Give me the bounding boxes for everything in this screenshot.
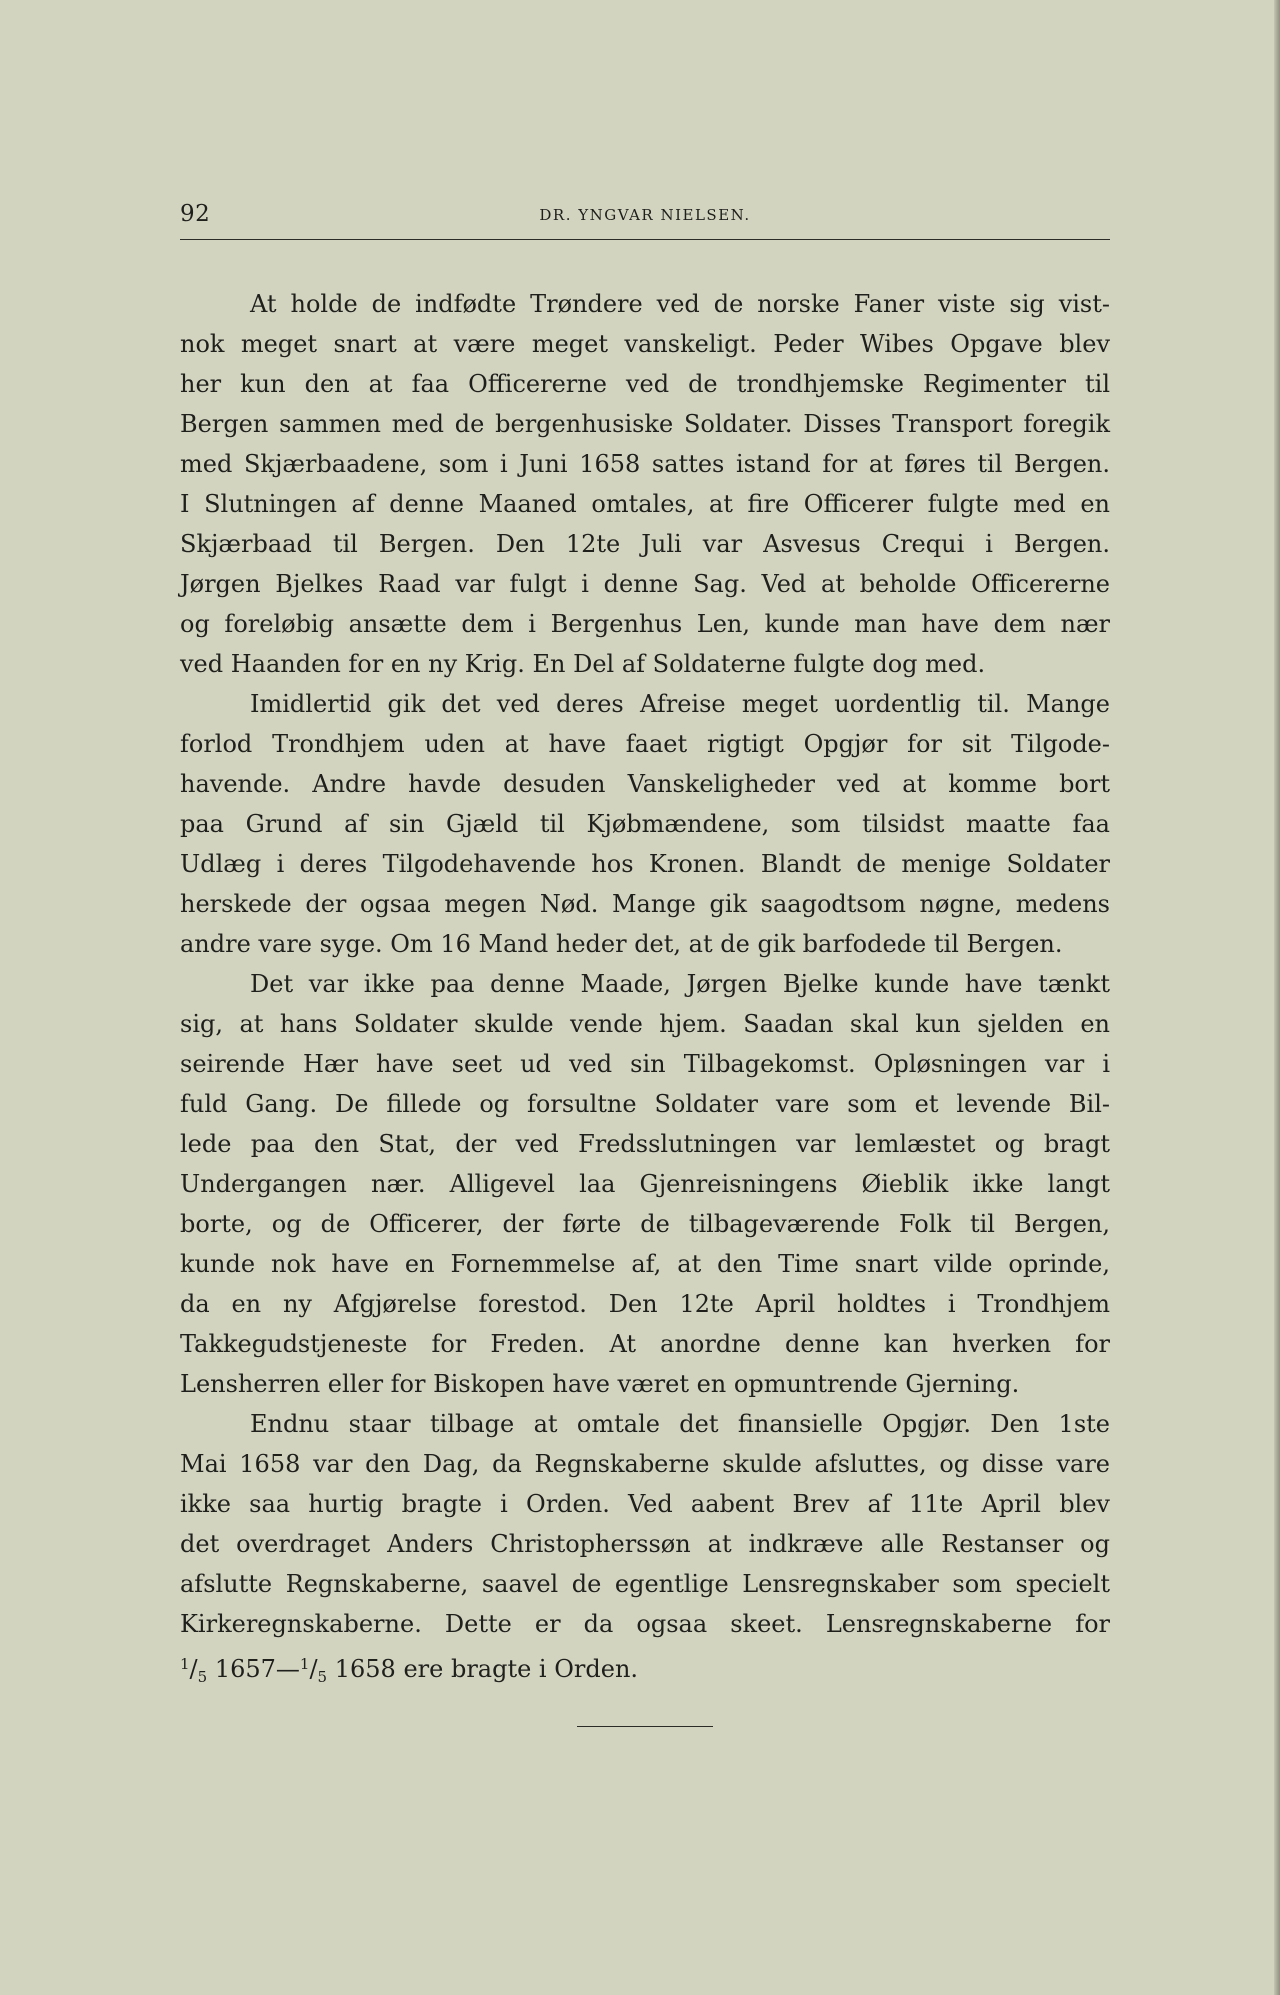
end-rule [577,1726,713,1727]
fraction-denominator: 5 [317,1668,328,1686]
text-line: Jørgen Bjelkes Raad var fulgt i denne Sag. Ved at beholde Officererne [180,570,1110,598]
text-line: ved Haanden for en ny Krig. En Del af Soldaterne fulgte dog med. [180,650,986,678]
text-line: herskede der ogsaa megen Nød. Mange gik saagodtsom nøgne, medens [180,890,1110,918]
fraction-denominator: 5 [197,1668,208,1686]
text-line: I Slutningen af denne Maaned omtales, at fire Officerer fulgte med en [180,490,1110,518]
year-range-start: 1657— [214,1655,300,1683]
text-line: fuld Gang. De fillede og forsultne Soldater vare som et levende Bil- [180,1090,1110,1118]
text-line: da en ny Afgjørelse forestod. Den 12te April holdtes i Trondhjem [180,1290,1110,1318]
text-line: Lensherren eller for Biskopen have været en opmuntrende Gjerning. [180,1370,1020,1398]
text-line: seirende Hær have seet ud ved sin Tilbagekomst. Opløsningen var i [180,1050,1110,1078]
page-header [180,201,1110,240]
text-line: borte, og de Officerer, der førte de tilbageværende Folk til Bergen, [180,1210,1110,1238]
final-line-text: 1658 ere bragte i Orden. [334,1655,639,1683]
text-line: og foreløbig ansætte dem i Bergenhus Len, kunde man have dem nær [180,610,1110,638]
text-line: andre vare syge. Om 16 Mand heder det, at de gik barfodede til Bergen. [180,930,1063,958]
running-head: DR. YNGVAR NIELSEN. [539,206,751,224]
text-line: At holde de indfødte Trøndere ved de norske Faner viste sig vist- [250,290,1110,318]
fraction-numerator: 1 [299,1655,310,1673]
text-line: kunde nok have en Fornemmelse af, at den Time snart vilde oprinde, [180,1250,1110,1278]
text-line: ikke saa hurtig bragte i Orden. Ved aabent Brev af 11te April blev [180,1490,1110,1518]
text-line: med Skjærbaadene, som i Juni 1658 sattes istand for at føres til Bergen. [180,450,1110,478]
text-line: Mai 1658 var den Dag, da Regnskaberne skulde afsluttes, og disse vare [180,1450,1110,1478]
text-line: sig, at hans Soldater skulde vende hjem. Saadan skal kun sjelden en [180,1010,1110,1038]
text-line: Udlæg i deres Tilgodehavende hos Kronen. Blandt de menige Soldater [180,850,1110,878]
text-line: afslutte Regnskaberne, saavel de egentlige Lensregnskaber som specielt [180,1570,1110,1598]
text-line-final: $^1/_5$ $1657—^1/_5$ 1658 ere bragte i Orden. [180,1655,639,1686]
text-line: Det var ikke paa denne Maade, Jørgen Bjelke kunde have tænkt [250,970,1110,998]
text-line: Bergen sammen med de bergenhusiske Soldater. Disses Transport foregik [180,410,1110,438]
text-line: Skjærbaad til Bergen. Den 12te Juli var Asvesus Crequi i Bergen. [180,530,1110,558]
text-line: Endnu staar tilbage at omtale det finansielle Opgjør. Den 1ste [250,1410,1110,1438]
text-line: forlod Trondhjem uden at have faaet rigtigt Opgjør for sit Tilgode- [180,730,1110,758]
text-line: Kirkeregnskaberne. Dette er da ogsaa skeet. Lensregnskaberne for [180,1610,1110,1638]
text-line: paa Grund af sin Gjæld til Kjøbmændene, som tilsidst maatte faa [180,810,1110,838]
text-line: Imidlertid gik det ved deres Afreise meget uordentlig til. Mange [250,690,1110,718]
text-line: Takkegudstjeneste for Freden. At anordne denne kan hverken for [180,1330,1110,1358]
fraction-numerator: 1 [180,1655,190,1673]
text-line: lede paa den Stat, der ved Fredsslutningen var lemlæstet og bragt [180,1130,1110,1158]
body-text [180,284,1110,1684]
text-line: nok meget snart at være meget vanskeligt. Peder Wibes Opgave blev [180,330,1110,358]
text-line: havende. Andre havde desuden Vanskeligheder ved at komme bort [180,770,1110,798]
text-line: Undergangen nær. Alligevel laa Gjenreisningens Øieblik ikke langt [180,1170,1110,1198]
page-number: 92 [180,201,211,227]
text-line: her kun den at faa Officererne ved de trondhjemske Regimenter til [180,370,1110,398]
text-line: det overdraget Anders Christopherssøn at indkræve alle Restanser og [180,1530,1110,1558]
page-edge [1274,0,1280,1995]
